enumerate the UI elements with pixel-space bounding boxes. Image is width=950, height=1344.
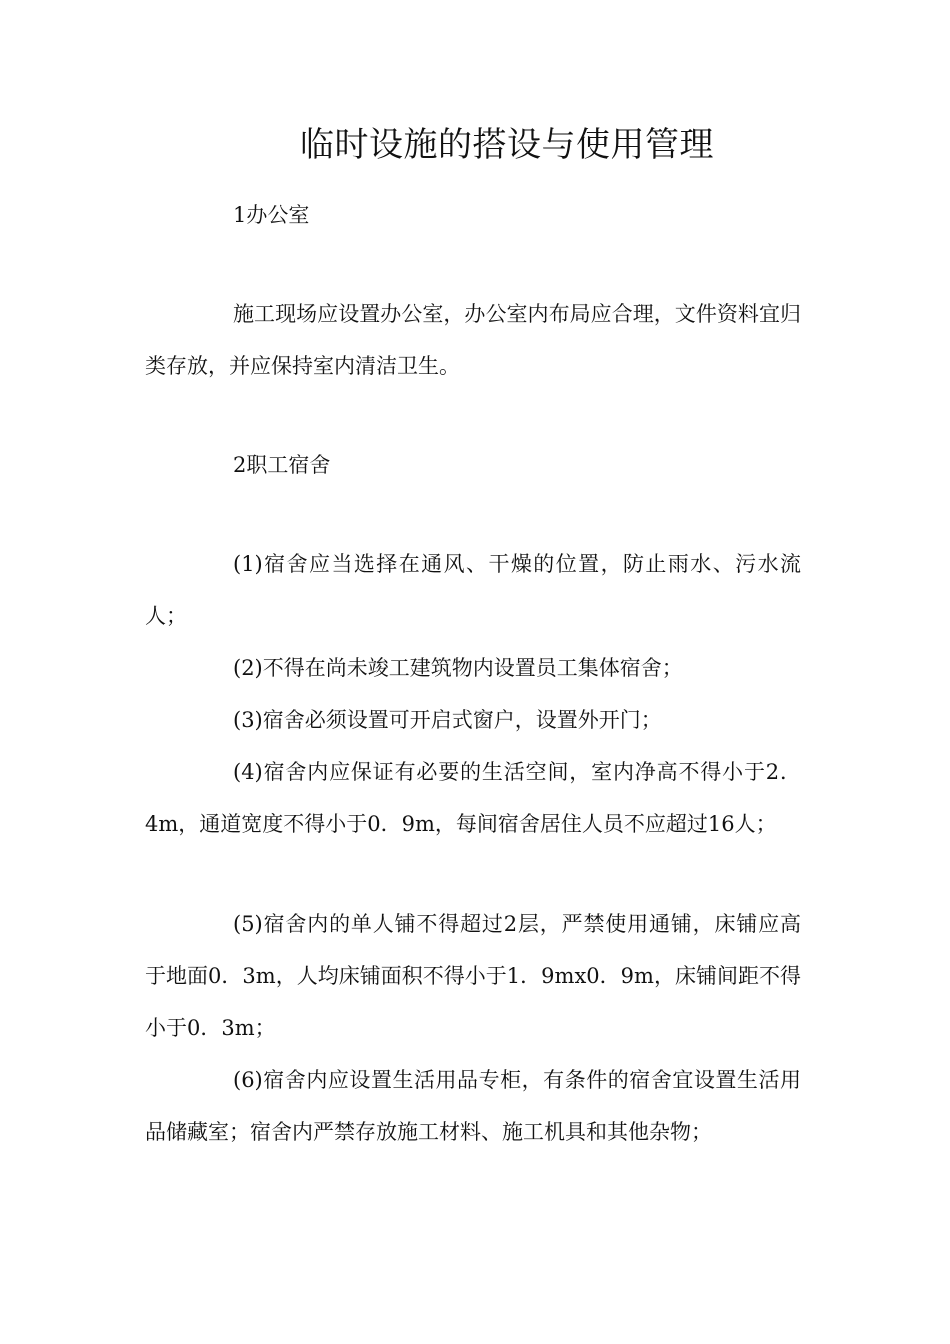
- dormitory-item-6: (6)宿舍内应设置生活用品专柜，有条件的宿舍宜设置生活用品储藏室；宿舍内严禁存放施工材料、施工机具和其他杂物；: [145, 1068, 801, 1144]
- section-heading-dormitory: 2职工宿舍: [233, 453, 331, 477]
- dormitory-item-2: (2)不得在尚未竣工建筑物内设置员工集体宿舍；: [233, 656, 683, 680]
- dormitory-item-3: (3)宿舍必须设置可开启式窗户，设置外开门；: [233, 708, 662, 732]
- section-heading-office: 1办公室: [233, 203, 310, 227]
- document-title: 临时设施的搭设与使用管理: [300, 125, 714, 165]
- office-paragraph: 施工现场应设置办公室，办公室内布局应合理，文件资料宜归类存放，并应保持室内清洁卫生。: [145, 302, 801, 378]
- dormitory-item-4: (4)宿舍内应保证有必要的生活空间，室内净高不得小于2．4m，通道宽度不得小于0．9m，每间宿舍居住人员不应超过16人；: [145, 760, 801, 836]
- dormitory-item-1: (1)宿舍应当选择在通风、干燥的位置，防止雨水、污水流人；: [145, 552, 801, 628]
- dormitory-item-5: (5)宿舍内的单人铺不得超过2层，严禁使用通铺，床铺应高于地面0．3m，人均床铺面积不得小于1．9mx0．9m，床铺间距不得小于0．3m；: [145, 912, 801, 1040]
